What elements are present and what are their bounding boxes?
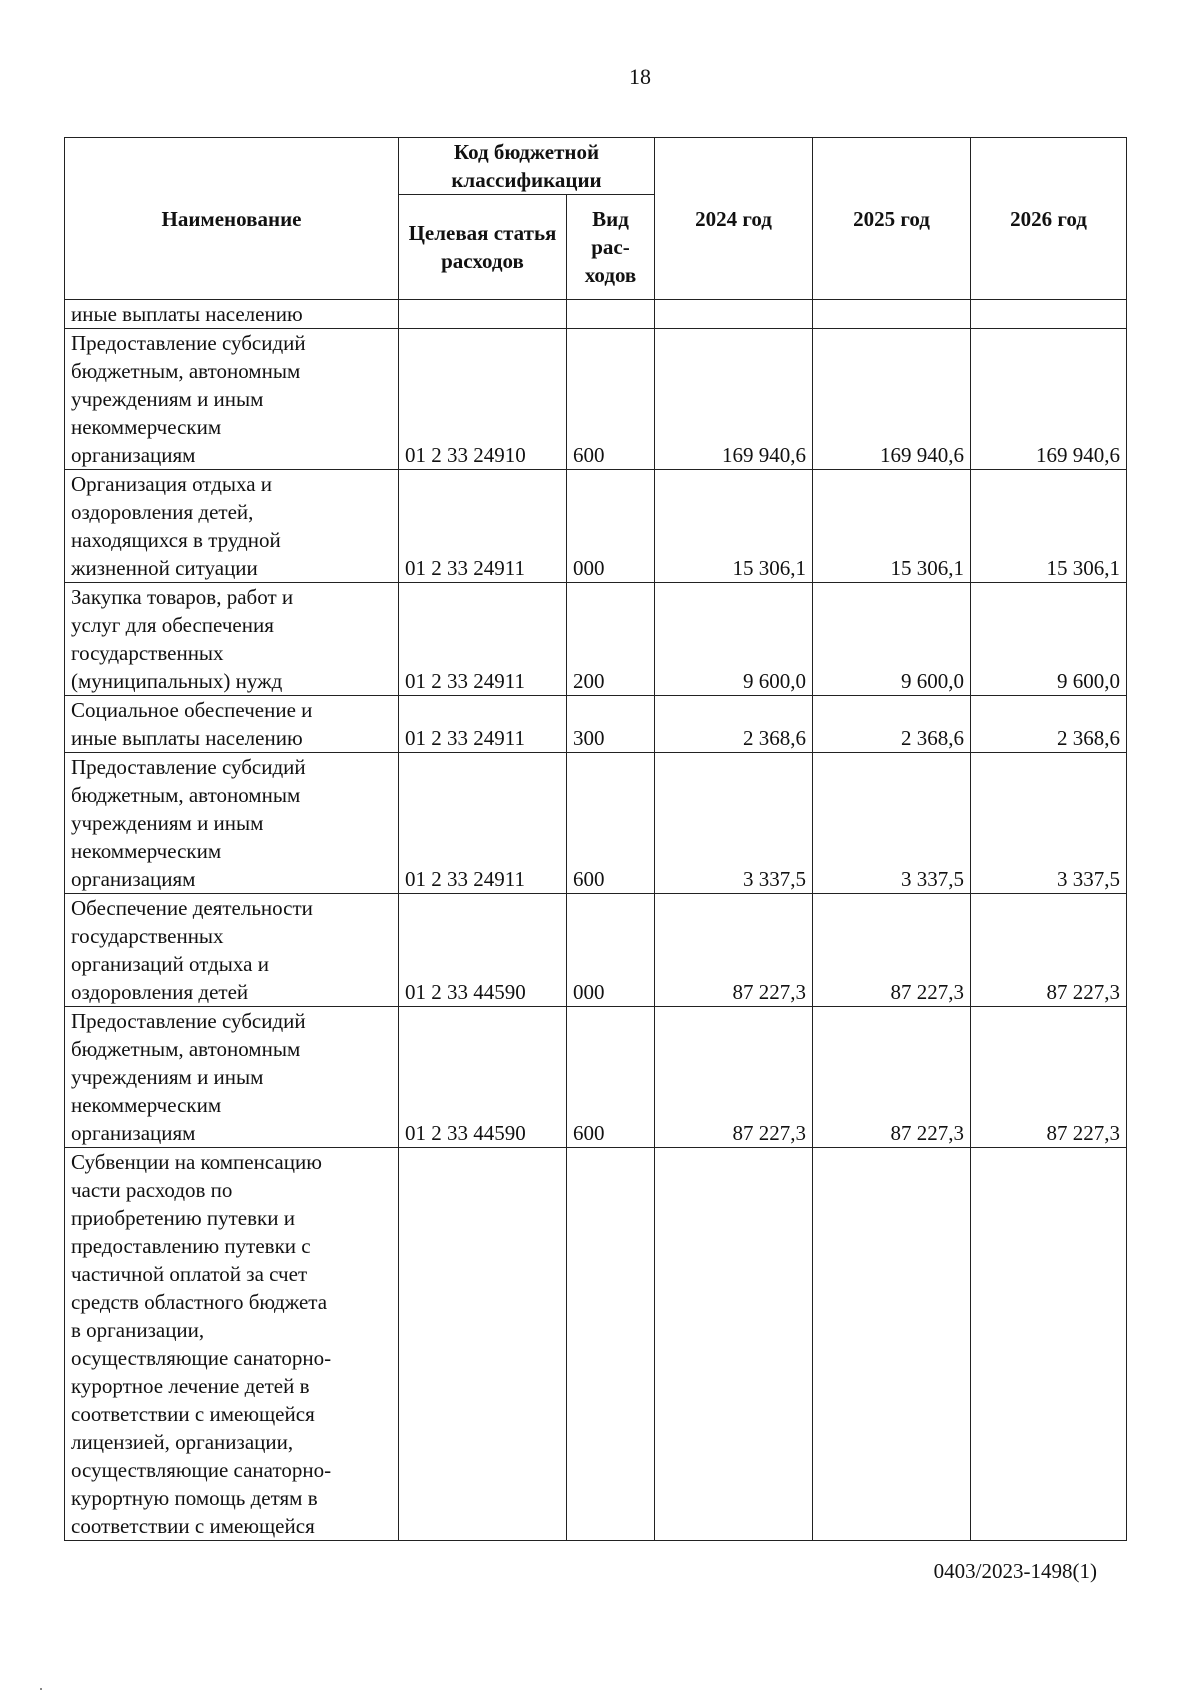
row-2026: 15 306,1 <box>971 470 1127 583</box>
header-name: Наименование <box>65 138 399 300</box>
row-2024 <box>655 300 813 329</box>
table-row <box>65 583 1127 696</box>
row-code: 01 2 33 44590 <box>399 1007 567 1148</box>
header-2026: 2026 год <box>971 138 1127 300</box>
row-2026: 169 940,6 <box>971 329 1127 470</box>
row-code: 01 2 33 24911 <box>399 470 567 583</box>
row-2024: 15 306,1 <box>655 470 813 583</box>
row-name: Социальное обеспечение и иные выплаты населению <box>65 696 399 753</box>
page-number: 18 <box>629 64 651 89</box>
row-kind <box>567 300 655 329</box>
row-kind: 600 <box>567 753 655 894</box>
row-2025: 15 306,1 <box>813 470 971 583</box>
row-2025: 2 368,6 <box>813 696 971 753</box>
row-name: Предоставление субсидий бюджетным, автономным учреждениям и иным некоммерческим организациям <box>65 753 399 894</box>
header-2024: 2024 год <box>655 138 813 300</box>
row-2025: 169 940,6 <box>813 329 971 470</box>
row-2025: 9 600,0 <box>813 583 971 696</box>
table-row <box>65 1007 1127 1148</box>
row-name: Субвенции на компенсацию части расходов по приобретению путевки и предоставлению путевки с частичной оплатой за счет средств областного бюджета в организации, осуществляющие санаторно- курортное лечение детей в соответствии с имеющейся лицензией, организации, осуществляющие санаторно- курортную помощь детям в соответствии с имеющейся <box>65 1148 399 1541</box>
row-2024: 3 337,5 <box>655 753 813 894</box>
row-2025: 3 337,5 <box>813 753 971 894</box>
row-code: 01 2 33 24911 <box>399 753 567 894</box>
scan-artifact-dot <box>40 1688 42 1690</box>
row-code <box>399 1148 567 1541</box>
row-kind: 300 <box>567 696 655 753</box>
row-code: 01 2 33 24910 <box>399 329 567 470</box>
row-2026: 3 337,5 <box>971 753 1127 894</box>
document-registration-code: 0403/2023-1498(1) <box>933 1559 1097 1583</box>
header-kind: Вид рас- ходов <box>567 195 655 300</box>
header-2025: 2025 год <box>813 138 971 300</box>
row-2026 <box>971 1148 1127 1541</box>
row-2024: 87 227,3 <box>655 1007 813 1148</box>
row-2026: 9 600,0 <box>971 583 1127 696</box>
budget-table <box>64 137 1127 1541</box>
table-row <box>65 300 1127 329</box>
row-2024: 2 368,6 <box>655 696 813 753</box>
row-code: 01 2 33 24911 <box>399 696 567 753</box>
row-2026: 87 227,3 <box>971 1007 1127 1148</box>
row-2024: 9 600,0 <box>655 583 813 696</box>
row-2025: 87 227,3 <box>813 1007 971 1148</box>
table-body <box>65 300 1127 1541</box>
header-target: Целевая статья расходов <box>399 195 567 300</box>
table-row <box>65 753 1127 894</box>
row-2026 <box>971 300 1127 329</box>
row-name: иные выплаты населению <box>65 300 399 329</box>
row-code: 01 2 33 24911 <box>399 583 567 696</box>
header-code-group: Код бюджетной классификации <box>399 138 655 195</box>
row-kind: 000 <box>567 894 655 1007</box>
row-kind: 200 <box>567 583 655 696</box>
row-2025 <box>813 1148 971 1541</box>
row-2024: 169 940,6 <box>655 329 813 470</box>
row-kind: 600 <box>567 329 655 470</box>
row-kind: 600 <box>567 1007 655 1148</box>
row-name: Организация отдыха и оздоровления детей, находящихся в трудной жизненной ситуации <box>65 470 399 583</box>
row-name: Предоставление субсидий бюджетным, автономным учреждениям и иным некоммерческим организациям <box>65 1007 399 1148</box>
row-2025 <box>813 300 971 329</box>
row-name: Предоставление субсидий бюджетным, автономным учреждениям и иным некоммерческим организациям <box>65 329 399 470</box>
table-row <box>65 696 1127 753</box>
row-2024 <box>655 1148 813 1541</box>
table-row <box>65 1148 1127 1541</box>
row-name: Закупка товаров, работ и услуг для обеспечения государственных (муниципальных) нужд <box>65 583 399 696</box>
row-code: 01 2 33 44590 <box>399 894 567 1007</box>
row-2026: 2 368,6 <box>971 696 1127 753</box>
row-name: Обеспечение деятельности государственных организаций отдыха и оздоровления детей <box>65 894 399 1007</box>
row-code <box>399 300 567 329</box>
table-row <box>65 470 1127 583</box>
table-row <box>65 894 1127 1007</box>
table-row <box>65 329 1127 470</box>
row-kind <box>567 1148 655 1541</box>
row-kind: 000 <box>567 470 655 583</box>
row-2026: 87 227,3 <box>971 894 1127 1007</box>
row-2025: 87 227,3 <box>813 894 971 1007</box>
row-2024: 87 227,3 <box>655 894 813 1007</box>
